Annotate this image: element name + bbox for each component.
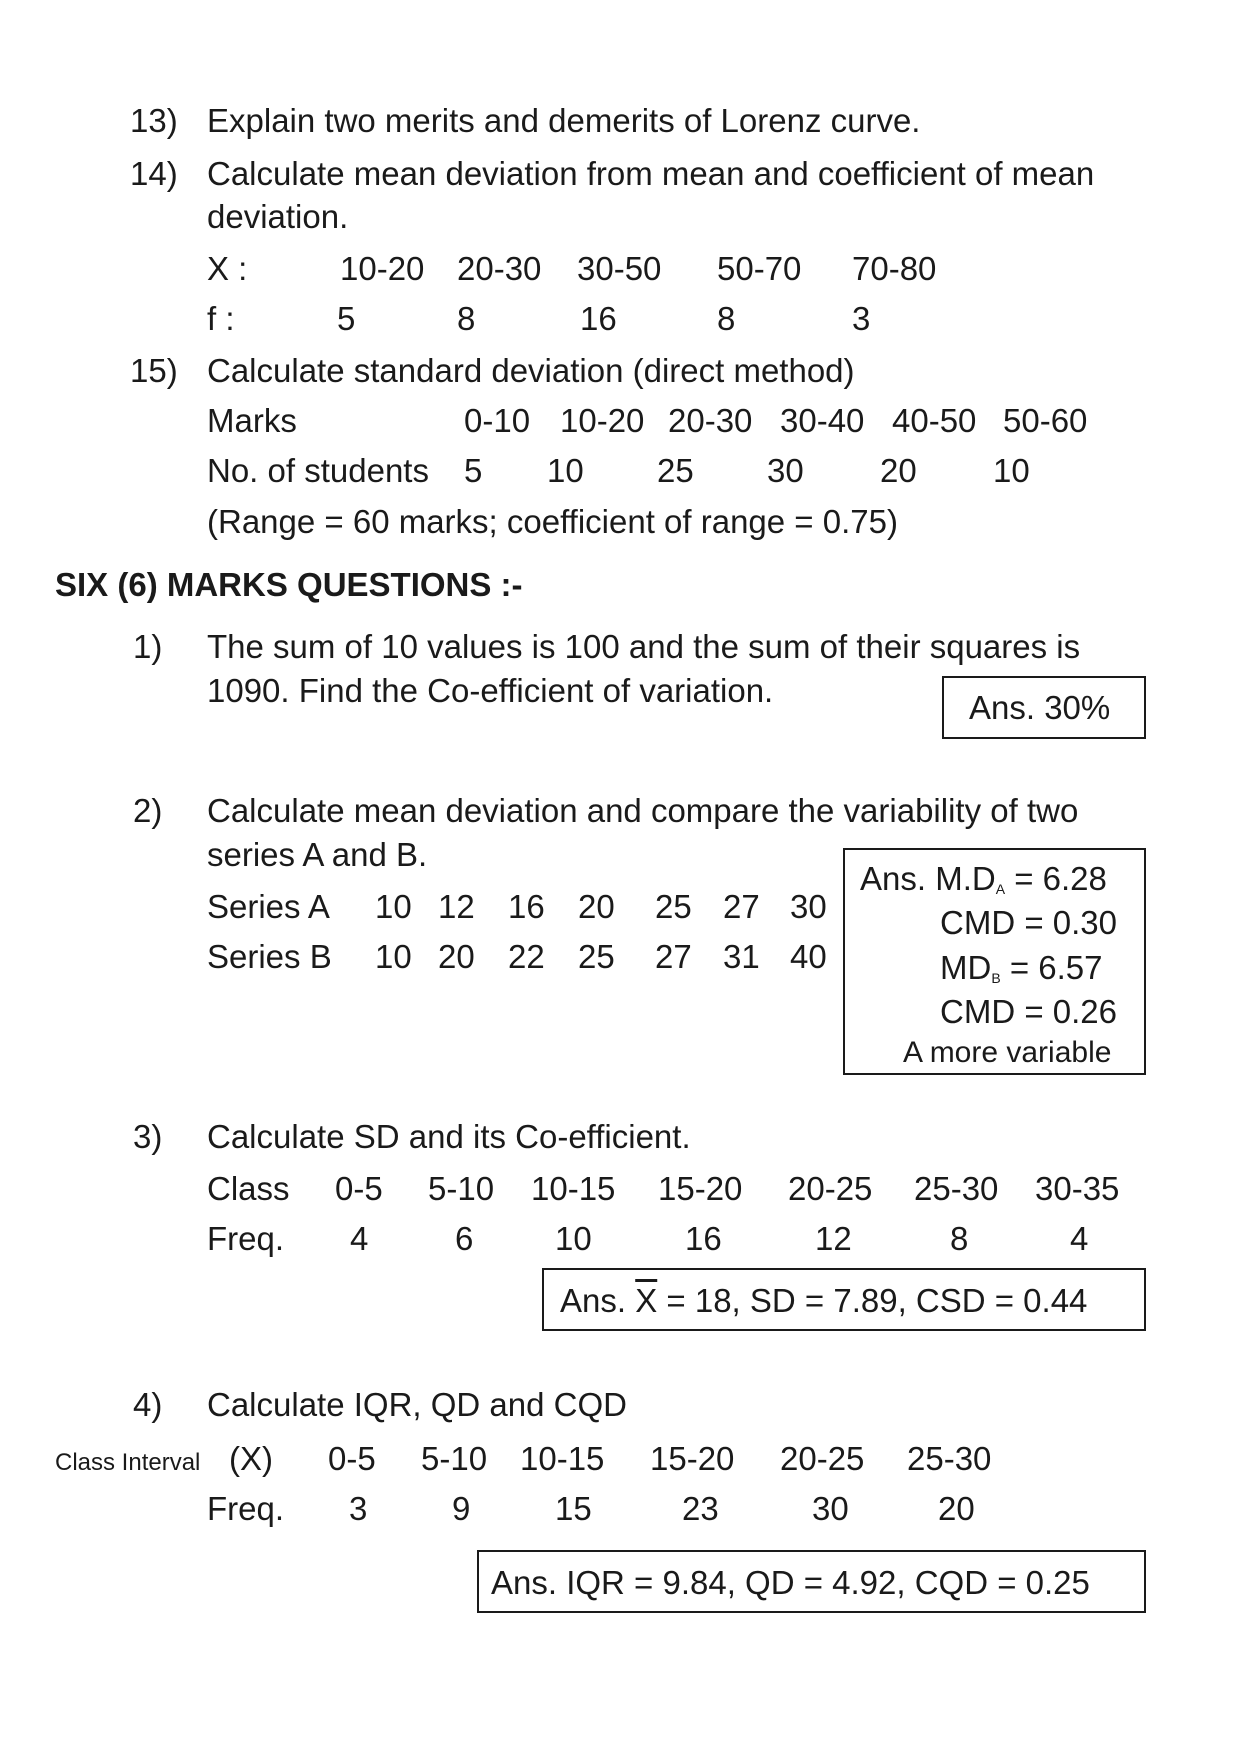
s3-freq-value: 4 — [350, 1220, 369, 1257]
s4-freq-value: 23 — [682, 1490, 719, 1527]
s4-freq-value: 20 — [938, 1490, 975, 1527]
q15-students-value: 20 — [880, 452, 917, 489]
s2-series-a-label: Series A — [207, 888, 330, 925]
s3-class-value: 20-25 — [788, 1170, 873, 1207]
s2-series-b-value: 31 — [723, 938, 760, 975]
q14-x-value: 30-50 — [577, 250, 662, 287]
q14-x-value: 10-20 — [340, 250, 425, 287]
q15-marks-value: 0-10 — [464, 402, 531, 439]
q14-f-label: f : — [207, 300, 235, 337]
q15-marks-value: 30-40 — [780, 402, 865, 439]
s1-text-line1: The sum of 10 values is 100 and the sum of their squares is — [207, 628, 1081, 665]
q14-f-value: 8 — [457, 300, 476, 337]
s3-freq-value: 16 — [685, 1220, 722, 1257]
q14-x-value: 50-70 — [717, 250, 802, 287]
s2-series-a-value: 27 — [723, 888, 760, 925]
s4-text: Calculate IQR, QD and CQD — [207, 1386, 627, 1423]
s2-series-b-value: 25 — [578, 938, 615, 975]
s2-series-a-value: 25 — [655, 888, 692, 925]
s2-series-b-value: 40 — [790, 938, 827, 975]
s1-answer: Ans. 30% — [969, 689, 1111, 726]
s2-series-b-value: 22 — [508, 938, 545, 975]
q15-students-value: 30 — [767, 452, 804, 489]
s3-class-value: 5-10 — [428, 1170, 495, 1207]
s2-answer-mda: Ans. $M.D_A = 6.28$ — [860, 860, 1107, 897]
s4-freq-value: 3 — [349, 1490, 368, 1527]
s2-series-b-value: 10 — [375, 938, 412, 975]
s2-series-a-value: 12 — [438, 888, 475, 925]
q15-students-value: 25 — [657, 452, 694, 489]
q15-students-value: 5 — [464, 452, 483, 489]
q15-students-value: 10 — [547, 452, 584, 489]
s3-answer-box — [542, 1268, 1146, 1331]
s3-number: 3) — [133, 1118, 163, 1155]
s3-class-value: 30-35 — [1035, 1170, 1120, 1207]
s4-freq-value: 9 — [452, 1490, 471, 1527]
q14-text-line1: Calculate mean deviation from mean and coefficient of mean — [207, 155, 1095, 192]
s4-number: 4) — [133, 1386, 163, 1423]
s2-text-line2: series A and B. — [207, 836, 428, 873]
s2-answer-conclusion: A more variable — [903, 1036, 1112, 1069]
s4-answer-box — [477, 1550, 1146, 1613]
x-bar-symbol: $\overline{X}$ — [635, 1282, 658, 1319]
s3-freq-value: 6 — [455, 1220, 474, 1257]
s2-series-b-value: 27 — [655, 938, 692, 975]
q15-marks-value: 20-30 — [668, 402, 753, 439]
s2-series-a-value: 10 — [375, 888, 412, 925]
section-heading: SIX (6) MARKS QUESTIONS :- — [55, 566, 523, 603]
s4-class-x-label: (X) — [229, 1440, 273, 1477]
q14-f-value: 3 — [852, 300, 871, 337]
s3-freq-value: 12 — [815, 1220, 852, 1257]
s2-number: 2) — [133, 792, 163, 829]
s4-class-value: 10-15 — [520, 1440, 605, 1477]
q15-students-value: 10 — [993, 452, 1030, 489]
q15-marks-value: 10-20 — [560, 402, 645, 439]
q14-f-value: 5 — [337, 300, 356, 337]
s1-number: 1) — [133, 628, 163, 665]
s1-text-line2: 1090. Find the Co-efficient of variation. — [207, 672, 774, 709]
q15-marks-label: Marks — [207, 402, 297, 439]
s2-series-a-value: 20 — [578, 888, 615, 925]
q15-note: (Range = 60 marks; coefficient of range = 0.75) — [207, 503, 898, 540]
s3-class-value: 25-30 — [914, 1170, 999, 1207]
q14-x-label: X : — [207, 250, 248, 287]
s2-series-a-value: 16 — [508, 888, 545, 925]
s4-freq-value: 30 — [812, 1490, 849, 1527]
s4-answer: Ans. IQR = 9.84, QD = 4.92, CQD = 0.25 — [491, 1564, 1090, 1601]
s3-class-value: 0-5 — [335, 1170, 383, 1207]
s2-series-a-value: 30 — [790, 888, 827, 925]
q14-number: 14) — [130, 155, 178, 192]
q13-number: 13) — [130, 102, 178, 139]
q14-text-line2: deviation. — [207, 198, 349, 235]
s2-text-line1: Calculate mean deviation and compare the variability of two — [207, 792, 1079, 829]
q15-marks-value: 50-60 — [1003, 402, 1088, 439]
q15-marks-value: 40-50 — [892, 402, 977, 439]
q15-students-label: No. of students — [207, 452, 429, 489]
s4-class-value: 25-30 — [907, 1440, 992, 1477]
s3-class-value: 15-20 — [658, 1170, 743, 1207]
q15-text: Calculate standard deviation (direct method) — [207, 352, 855, 389]
s3-text: Calculate SD and its Co-efficient. — [207, 1118, 691, 1155]
s3-freq-value: 8 — [950, 1220, 969, 1257]
s3-freq-label: Freq. — [207, 1220, 285, 1257]
s4-class-value: 15-20 — [650, 1440, 735, 1477]
s3-class-label: Class — [207, 1170, 290, 1207]
q15-number: 15) — [130, 352, 178, 389]
s4-freq-value: 15 — [555, 1490, 592, 1527]
s3-class-value: 10-15 — [531, 1170, 616, 1207]
s1-answer-box — [942, 676, 1146, 739]
s2-answer-mdb: $MD_B = 6.57$ — [940, 949, 1103, 986]
s2-answer-box — [843, 848, 1146, 1075]
s2-series-b-label: Series B — [207, 938, 332, 975]
s4-class-value: 0-5 — [328, 1440, 376, 1477]
s4-class-interval-label: Class Interval — [55, 1449, 201, 1476]
s2-series-b-value: 20 — [438, 938, 475, 975]
q13-text: Explain two merits and demerits of Lorenz curve. — [207, 102, 921, 139]
q14-x-value: 70-80 — [852, 250, 937, 287]
s4-class-value: 20-25 — [780, 1440, 865, 1477]
q14-x-value: 20-30 — [457, 250, 542, 287]
s2-answer-cmd-b: CMD = 0.26 — [940, 993, 1117, 1030]
q14-f-value: 8 — [717, 300, 736, 337]
s2-answer-cmd-a: CMD = 0.30 — [940, 904, 1117, 941]
s3-freq-value: 10 — [555, 1220, 592, 1257]
s3-freq-value: 4 — [1070, 1220, 1089, 1257]
s4-freq-label: Freq. — [207, 1490, 285, 1527]
s3-answer: Ans. $\overline{X} = 18$, SD = 7.89, CSD = 0.44 — [560, 1282, 1088, 1319]
q14-f-value: 16 — [580, 300, 617, 337]
s4-class-value: 5-10 — [421, 1440, 488, 1477]
